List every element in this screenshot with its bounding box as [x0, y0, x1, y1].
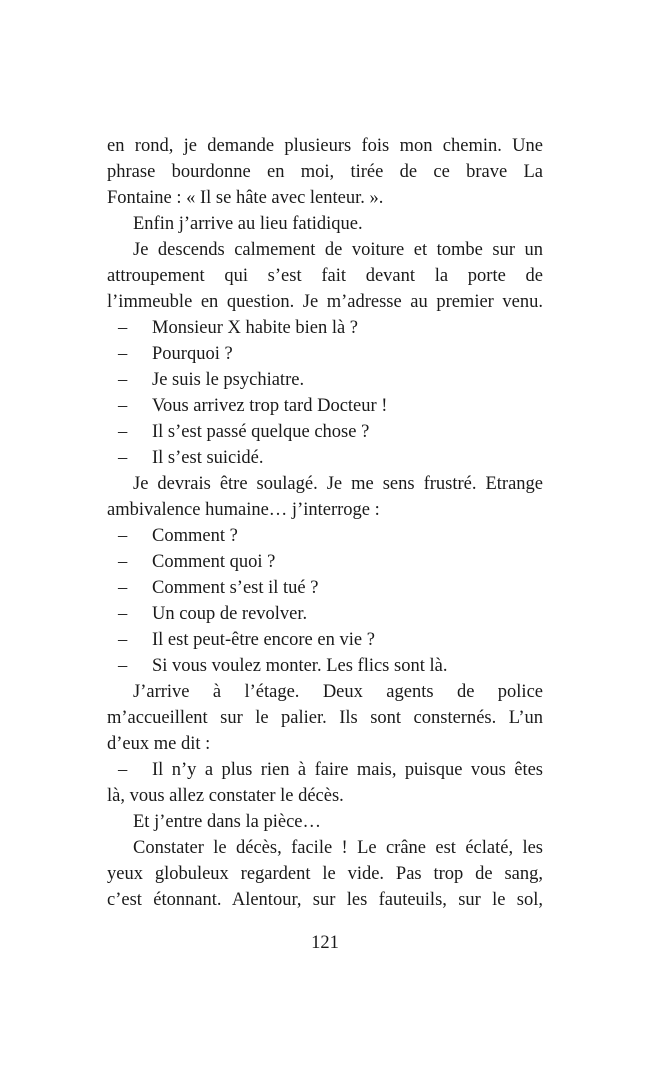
text-line: Constater le décès, facile ! Le crâne est éclaté, les [133, 838, 543, 858]
dialogue-dash: – [118, 396, 128, 416]
dialogue-dash: – [118, 552, 128, 572]
text-line: m’accueillent sur le palier. Ils sont consternés. L’un [107, 708, 543, 728]
dialogue-dash: – [118, 370, 128, 390]
text-line: Enfin j’arrive au lieu fatidique. [133, 214, 363, 234]
dialogue-dash: – [118, 318, 128, 338]
dialogue-dash: – [118, 656, 128, 676]
dialogue-dash: – [118, 448, 128, 468]
text-line: yeux globuleux regardent le vide. Pas trop de sang, [107, 864, 543, 884]
text-line: c’est étonnant. Alentour, sur les fauteuils, sur le sol, [107, 890, 543, 910]
text-line: en rond, je demande plusieurs fois mon chemin. Une [107, 136, 543, 156]
dialogue-dash: – [118, 760, 128, 780]
text-line: Et j’entre dans la pièce… [133, 812, 321, 832]
page-number: 121 [311, 933, 339, 953]
dialogue-line: Pourquoi ? [152, 344, 233, 364]
dialogue-dash: – [118, 604, 128, 624]
dialogue-line: Un coup de revolver. [152, 604, 308, 624]
text-line: phrase bourdonne en moi, tirée de ce brave La [107, 162, 543, 182]
dialogue-dash: – [118, 526, 128, 546]
dialogue-line: Je suis le psychiatre. [152, 370, 305, 390]
text-line: ambivalence humaine… j’interroge : [107, 500, 380, 520]
dialogue-line: Il s’est suicidé. [152, 448, 264, 468]
text-line: Je descends calmement de voiture et tombe sur un [133, 240, 543, 260]
dialogue-line: Monsieur X habite bien là ? [152, 318, 359, 338]
dialogue-line: Comment ? [152, 526, 238, 546]
dialogue-line: Il n’y a plus rien à faire mais, puisque vous êtes [152, 760, 543, 780]
dialogue-dash: – [118, 578, 128, 598]
dialogue-line: Comment s’est il tué ? [152, 578, 319, 598]
text-line: J’arrive à l’étage. Deux agents de police [133, 682, 543, 702]
text-line: d’eux me dit : [107, 734, 211, 754]
dialogue-dash: – [118, 422, 128, 442]
dialogue-line: Il est peut-être encore en vie ? [152, 630, 375, 650]
dialogue-line: Vous arrivez trop tard Docteur ! [152, 396, 388, 416]
text-line: attroupement qui s’est fait devant la porte de [107, 266, 543, 286]
text-line: Fontaine : « Il se hâte avec lenteur. ». [107, 188, 384, 208]
dialogue-line: Il s’est passé quelque chose ? [152, 422, 370, 442]
dialogue-dash: – [118, 630, 128, 650]
dialogue-line: Comment quoi ? [152, 552, 276, 572]
dialogue-dash: – [118, 344, 128, 364]
text-line: là, vous allez constater le décès. [107, 786, 344, 806]
text-line: l’immeuble en question. Je m’adresse au premier venu. [107, 292, 543, 312]
dialogue-line: Si vous voulez monter. Les flics sont là. [152, 656, 448, 676]
text-line: Je devrais être soulagé. Je me sens frustré. Etrange [133, 474, 543, 494]
